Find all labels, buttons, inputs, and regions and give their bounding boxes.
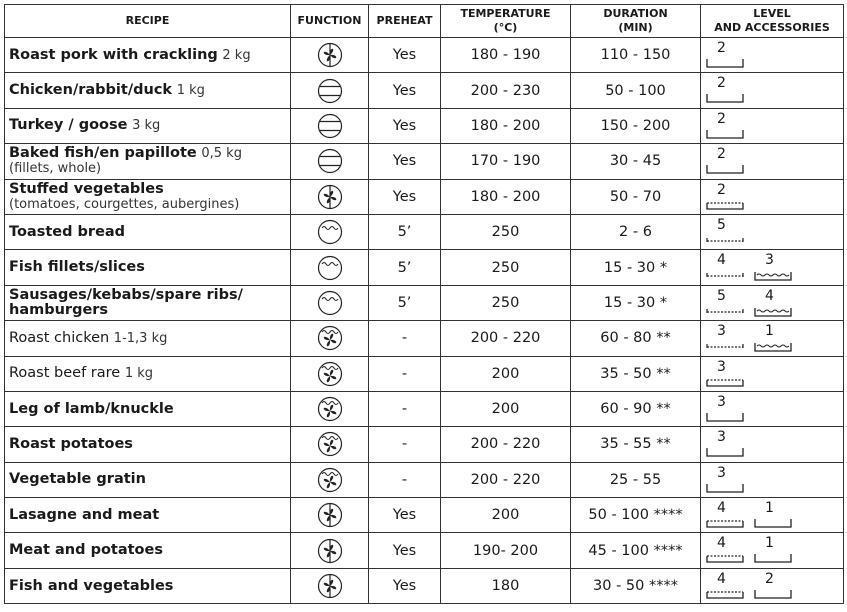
recipe-note: 1 kg: [124, 366, 153, 382]
temperature-cell: 200 - 230: [441, 73, 571, 108]
level-item: [753, 535, 799, 565]
level-item: [705, 429, 751, 459]
header-temperature-label: TEMPERATURE: [460, 7, 551, 20]
level-item: [705, 252, 751, 282]
conventional-function-icon: [317, 78, 343, 104]
recipe-name: Roast pork with crackling: [9, 46, 218, 63]
function-cell: [291, 462, 369, 497]
recipe-cell: [5, 179, 291, 214]
fan-forced-function-icon: [317, 184, 343, 210]
table-row: [5, 285, 844, 320]
function-cell: [291, 108, 369, 143]
recipe-name: Meat and potatoes: [9, 542, 163, 559]
level-number: 2: [717, 40, 726, 56]
level-number: 4: [717, 570, 726, 587]
recipe-note: 0,5 kg (fillets, whole): [9, 146, 242, 177]
fan-forced-function-icon: [317, 573, 343, 599]
level-item: [705, 146, 751, 176]
preheat-cell: Yes: [369, 108, 441, 143]
function-cell: [291, 144, 369, 179]
water-tray-icon: [753, 269, 793, 282]
table-row: [5, 356, 844, 391]
level-cell: [701, 462, 844, 497]
temperature-cell: 180 - 200: [441, 179, 571, 214]
level-number: 3: [717, 323, 726, 340]
level-cell: [701, 250, 844, 285]
recipe-cell: [5, 321, 291, 356]
recipe-cell: [5, 214, 291, 249]
function-cell: [291, 568, 369, 603]
level-item: [705, 535, 751, 565]
recipe-name: Stuffed vegetables: [9, 180, 164, 197]
rack-tray-icon: [705, 340, 745, 353]
turbo-grill-function-icon: [317, 431, 343, 457]
level-number: 2: [717, 181, 726, 198]
level-number: 4: [717, 252, 726, 269]
recipe-cell: [5, 462, 291, 497]
preheat-cell: -: [369, 356, 441, 391]
duration-cell: 50 - 70: [571, 179, 701, 214]
preheat-cell: 5’: [369, 285, 441, 320]
water-tray-icon: [753, 340, 793, 353]
rack-tray-icon: [705, 305, 745, 318]
conventional-function-icon: [317, 113, 343, 139]
preheat-cell: Yes: [369, 73, 441, 108]
function-cell: [291, 498, 369, 533]
table-row: [5, 462, 844, 497]
drip-tray-icon: [705, 92, 745, 105]
duration-cell: 15 - 30 *: [571, 250, 701, 285]
level-number: 2: [717, 75, 726, 92]
level-number: 5: [717, 216, 726, 233]
water-tray-icon: [753, 305, 793, 318]
temperature-cell: 180 - 190: [441, 38, 571, 73]
header-temperature: [441, 5, 571, 38]
header-recipe: RECIPE: [5, 5, 291, 38]
duration-cell: 25 - 55: [571, 462, 701, 497]
header-duration: [571, 5, 701, 38]
table-row: [5, 250, 844, 285]
temperature-cell: 180 - 200: [441, 108, 571, 143]
level-item: [705, 571, 751, 601]
header-duration-unit: (MIN): [618, 21, 653, 34]
level-number: 3: [717, 464, 726, 481]
duration-cell: 60 - 90 **: [571, 391, 701, 426]
drip-tray-icon: [705, 128, 745, 141]
table-row: [5, 498, 844, 533]
level-item: [705, 40, 751, 70]
duration-cell: 35 - 50 **: [571, 356, 701, 391]
duration-cell: 60 - 80 **: [571, 321, 701, 356]
header-level-label: LEVEL: [753, 7, 791, 20]
header-level: [701, 5, 844, 38]
fan-forced-function-icon: [317, 502, 343, 528]
temperature-cell: 170 - 190: [441, 144, 571, 179]
duration-cell: 35 - 55 **: [571, 427, 701, 462]
table-row: [5, 38, 844, 73]
drip-tray-icon: [705, 163, 745, 176]
function-cell: [291, 427, 369, 462]
table-row: [5, 144, 844, 179]
temperature-cell: 180: [441, 568, 571, 603]
preheat-cell: Yes: [369, 533, 441, 568]
recipe-cell: [5, 144, 291, 179]
level-number: 2: [717, 146, 726, 163]
temperature-cell: 200 - 220: [441, 427, 571, 462]
level-number: 1: [765, 535, 774, 552]
level-item: [705, 394, 751, 424]
recipe-name: Chicken/rabbit/duck: [9, 82, 173, 99]
recipe-name: Baked fish/en papillote: [9, 145, 197, 162]
recipe-name: Lasagne and meat: [9, 506, 160, 523]
level-cell: [701, 533, 844, 568]
recipe-cell: [5, 250, 291, 285]
level-number: 3: [765, 252, 774, 269]
drip-tray-icon: [753, 517, 793, 530]
header-temperature-unit: (°C): [493, 21, 518, 34]
level-cell: [701, 38, 844, 73]
turbo-grill-function-icon: [317, 396, 343, 422]
rack-drip-tray-icon: [705, 552, 745, 565]
function-cell: [291, 73, 369, 108]
grill-function-icon: [317, 290, 343, 316]
recipe-note: 3 kg: [132, 118, 161, 134]
recipe-cell: [5, 356, 291, 391]
table-row: [5, 214, 844, 249]
table-row: [5, 533, 844, 568]
drip-tray-icon: [705, 411, 745, 424]
recipe-note: 1-1,3 kg: [113, 330, 168, 346]
level-cell: [701, 214, 844, 249]
level-item: [705, 500, 751, 530]
fan-forced-function-icon: [317, 42, 343, 68]
table-row: [5, 568, 844, 603]
level-item: [705, 182, 751, 212]
level-number: 3: [717, 358, 726, 375]
level-cell: [701, 568, 844, 603]
preheat-cell: -: [369, 321, 441, 356]
duration-cell: 45 - 100 ****: [571, 533, 701, 568]
level-number: 4: [717, 500, 726, 517]
recipe-name: Fish fillets/slices: [9, 259, 145, 276]
drip-tray-icon: [753, 588, 793, 601]
grill-function-icon: [317, 255, 343, 281]
duration-cell: 30 - 50 ****: [571, 568, 701, 603]
drip-tray-icon: [705, 57, 745, 70]
recipe-note: 1 kg: [176, 83, 205, 99]
temperature-cell: 200 - 220: [441, 321, 571, 356]
function-cell: [291, 179, 369, 214]
header-function: FUNCTION: [291, 5, 369, 38]
duration-cell: 2 - 6: [571, 214, 701, 249]
table-row: [5, 108, 844, 143]
preheat-cell: Yes: [369, 498, 441, 533]
recipe-cell: [5, 73, 291, 108]
level-item: [705, 217, 751, 247]
fan-forced-function-icon: [317, 538, 343, 564]
level-item: [753, 288, 799, 318]
level-cell: [701, 108, 844, 143]
function-cell: [291, 38, 369, 73]
level-item: [705, 288, 751, 318]
duration-cell: 110 - 150: [571, 38, 701, 73]
recipe-name: Vegetable gratin: [9, 471, 146, 488]
rack-tray-icon: [705, 234, 745, 247]
duration-cell: 50 - 100: [571, 73, 701, 108]
preheat-cell: -: [369, 427, 441, 462]
function-cell: [291, 356, 369, 391]
turbo-grill-function-icon: [317, 325, 343, 351]
recipe-name: Fish and vegetables: [9, 577, 174, 594]
level-cell: [701, 498, 844, 533]
recipe-name: Roast potatoes: [9, 435, 133, 452]
level-number: 5: [717, 287, 726, 304]
rack-tray-icon: [705, 269, 745, 282]
recipe-table: [4, 4, 844, 604]
recipe-name: Toasted bread: [9, 223, 126, 240]
temperature-cell: 200: [441, 356, 571, 391]
rack-drip-tray-icon: [705, 376, 745, 389]
temperature-cell: 200: [441, 498, 571, 533]
function-cell: [291, 285, 369, 320]
level-item: [753, 500, 799, 530]
preheat-cell: -: [369, 391, 441, 426]
drip-tray-icon: [753, 552, 793, 565]
recipe-note: 2 kg: [222, 47, 251, 63]
table-row: [5, 73, 844, 108]
level-item: [705, 75, 751, 105]
rack-drip-tray-icon: [705, 588, 745, 601]
rack-drip-tray-icon: [705, 517, 745, 530]
level-cell: [701, 73, 844, 108]
recipe-cell: [5, 108, 291, 143]
temperature-cell: 250: [441, 214, 571, 249]
recipe-name: Roast beef rare: [9, 365, 121, 382]
recipe-cell: [5, 38, 291, 73]
recipe-cell: [5, 391, 291, 426]
preheat-cell: Yes: [369, 38, 441, 73]
table-row: [5, 391, 844, 426]
level-number: 2: [765, 570, 774, 587]
conventional-function-icon: [317, 148, 343, 174]
function-cell: [291, 214, 369, 249]
recipe-cell: [5, 533, 291, 568]
preheat-cell: Yes: [369, 144, 441, 179]
temperature-cell: 200 - 220: [441, 462, 571, 497]
level-number: 3: [717, 393, 726, 410]
table-row: [5, 179, 844, 214]
level-number: 3: [717, 429, 726, 446]
level-cell: [701, 179, 844, 214]
level-number: 1: [765, 323, 774, 340]
recipe-name: Leg of lamb/knuckle: [9, 400, 174, 417]
level-item: [705, 359, 751, 389]
level-item: [753, 323, 799, 353]
function-cell: [291, 321, 369, 356]
table-row: [5, 427, 844, 462]
duration-cell: 15 - 30 *: [571, 285, 701, 320]
level-number: 2: [717, 110, 726, 127]
recipe-cell: [5, 427, 291, 462]
drip-tray-icon: [705, 482, 745, 495]
duration-cell: 50 - 100 ****: [571, 498, 701, 533]
recipe-note: (tomatoes, courgettes, aubergines): [9, 196, 240, 212]
temperature-cell: 200: [441, 391, 571, 426]
function-cell: [291, 391, 369, 426]
level-item: [753, 571, 799, 601]
turbo-grill-function-icon: [317, 467, 343, 493]
level-cell: [701, 321, 844, 356]
recipe-cell: [5, 285, 291, 320]
recipe-cell: [5, 498, 291, 533]
header-preheat: PREHEAT: [369, 5, 441, 38]
level-cell: [701, 427, 844, 462]
preheat-cell: 5’: [369, 214, 441, 249]
level-cell: [701, 391, 844, 426]
preheat-cell: Yes: [369, 179, 441, 214]
function-cell: [291, 250, 369, 285]
temperature-cell: 250: [441, 285, 571, 320]
rack-drip-tray-icon: [705, 199, 745, 212]
level-item: [705, 111, 751, 141]
drip-tray-icon: [705, 446, 745, 459]
table-row: [5, 321, 844, 356]
level-cell: [701, 285, 844, 320]
level-number: 1: [765, 500, 774, 517]
grill-function-icon: [317, 219, 343, 245]
turbo-grill-function-icon: [317, 361, 343, 387]
duration-cell: 30 - 45: [571, 144, 701, 179]
header-level-sub: AND ACCESSORIES: [714, 21, 830, 34]
function-cell: [291, 533, 369, 568]
level-item: [705, 323, 751, 353]
preheat-cell: Yes: [369, 568, 441, 603]
level-item: [705, 465, 751, 495]
header-row: [5, 5, 844, 38]
level-number: 4: [717, 535, 726, 552]
preheat-cell: 5’: [369, 250, 441, 285]
duration-cell: 150 - 200: [571, 108, 701, 143]
level-cell: [701, 356, 844, 391]
temperature-cell: 250: [441, 250, 571, 285]
temperature-cell: 190- 200: [441, 533, 571, 568]
recipe-name: Turkey / goose: [9, 117, 128, 134]
recipe-cell: [5, 568, 291, 603]
header-duration-label: DURATION: [603, 7, 668, 20]
level-cell: [701, 144, 844, 179]
level-item: [753, 252, 799, 282]
recipe-name: Sausages/kebabs/spare ribs/ hamburgers: [9, 286, 243, 318]
preheat-cell: -: [369, 462, 441, 497]
recipe-name: Roast chicken: [9, 329, 110, 346]
level-number: 4: [765, 287, 774, 304]
